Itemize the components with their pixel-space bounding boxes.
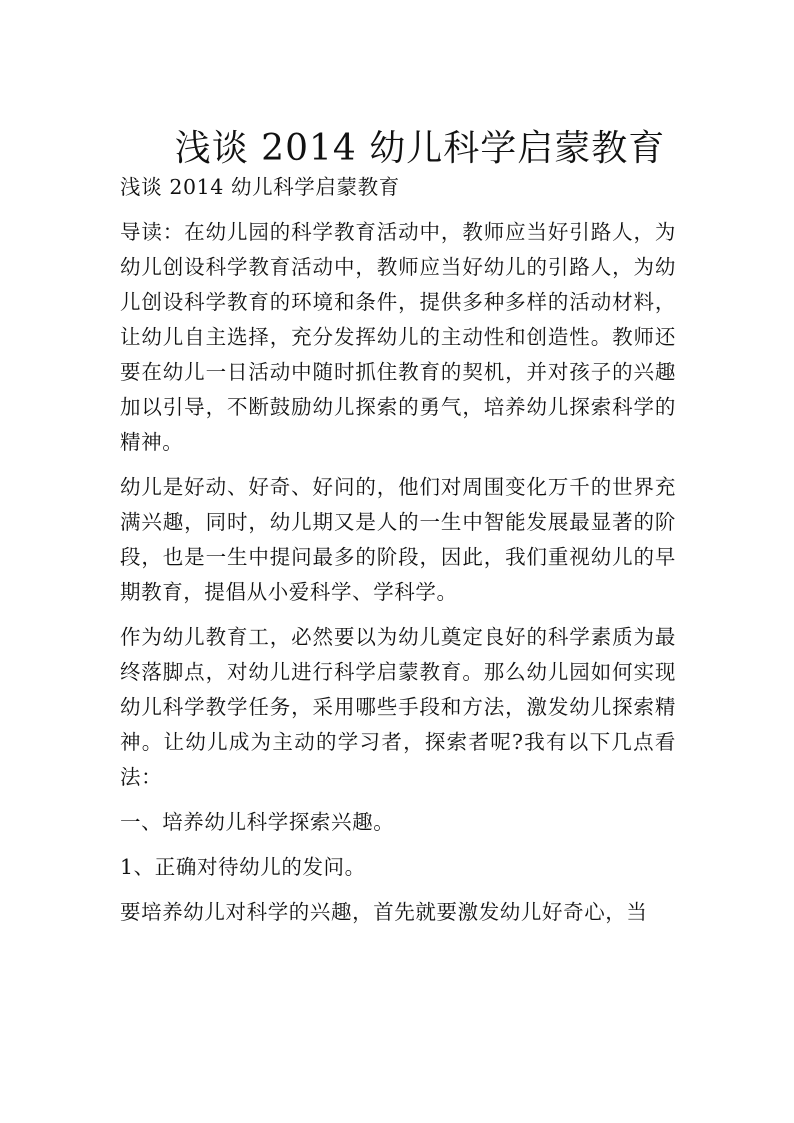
body-paragraph-teacher-role: 作为幼儿教育工，必然要以为幼儿奠定良好的科学素质为最终落脚点，对幼儿进行科学启蒙教育。那么幼儿园如何实现幼儿科学教学任务，采用哪些手段和方法，激发幼儿探索精神。让幼儿成为主动的学习者，探索者呢?我有以下几点看法： (120, 625, 676, 789)
body-paragraph-interest: 要培养幼儿对科学的兴趣，首先就要激发幼儿好奇心，当 (120, 900, 648, 924)
document-title: 浅谈 2014 幼儿科学启蒙教育 (174, 128, 666, 170)
subsection-heading: 1、正确对待幼儿的发问。 (120, 855, 366, 879)
intro-paragraph: 导读：在幼儿园的科学教育活动中，教师应当好引路人，为幼儿创设科学教育活动中，教师应当好幼儿的引路人，为幼儿创设科学教育的环境和条件，提供多种多样的活动材料，让幼儿自主选择，充分发挥幼儿的主动性和创造性。教师还要在幼儿一日活动中随时抓住教育的契机，并对孩子的兴趣加以引导，不断鼓励幼儿探索的勇气，培养幼儿探索科学的精神。 (120, 220, 676, 454)
document-body (120, 170, 676, 940)
subtitle-paragraph: 浅谈 2014 幼儿科学启蒙教育 (120, 175, 400, 199)
section-heading: 一、培养幼儿科学探索兴趣。 (120, 810, 395, 834)
body-paragraph-children-curiosity: 幼儿是好动、好奇、好问的，他们对周围变化万千的世界充满兴趣，同时，幼儿期又是人的一生中智能发展最显著的阶段，也是一生中提问最多的阶段，因此，我们重视幼儿的早期教育，提倡从小爱科学、学科学。 (120, 475, 676, 604)
